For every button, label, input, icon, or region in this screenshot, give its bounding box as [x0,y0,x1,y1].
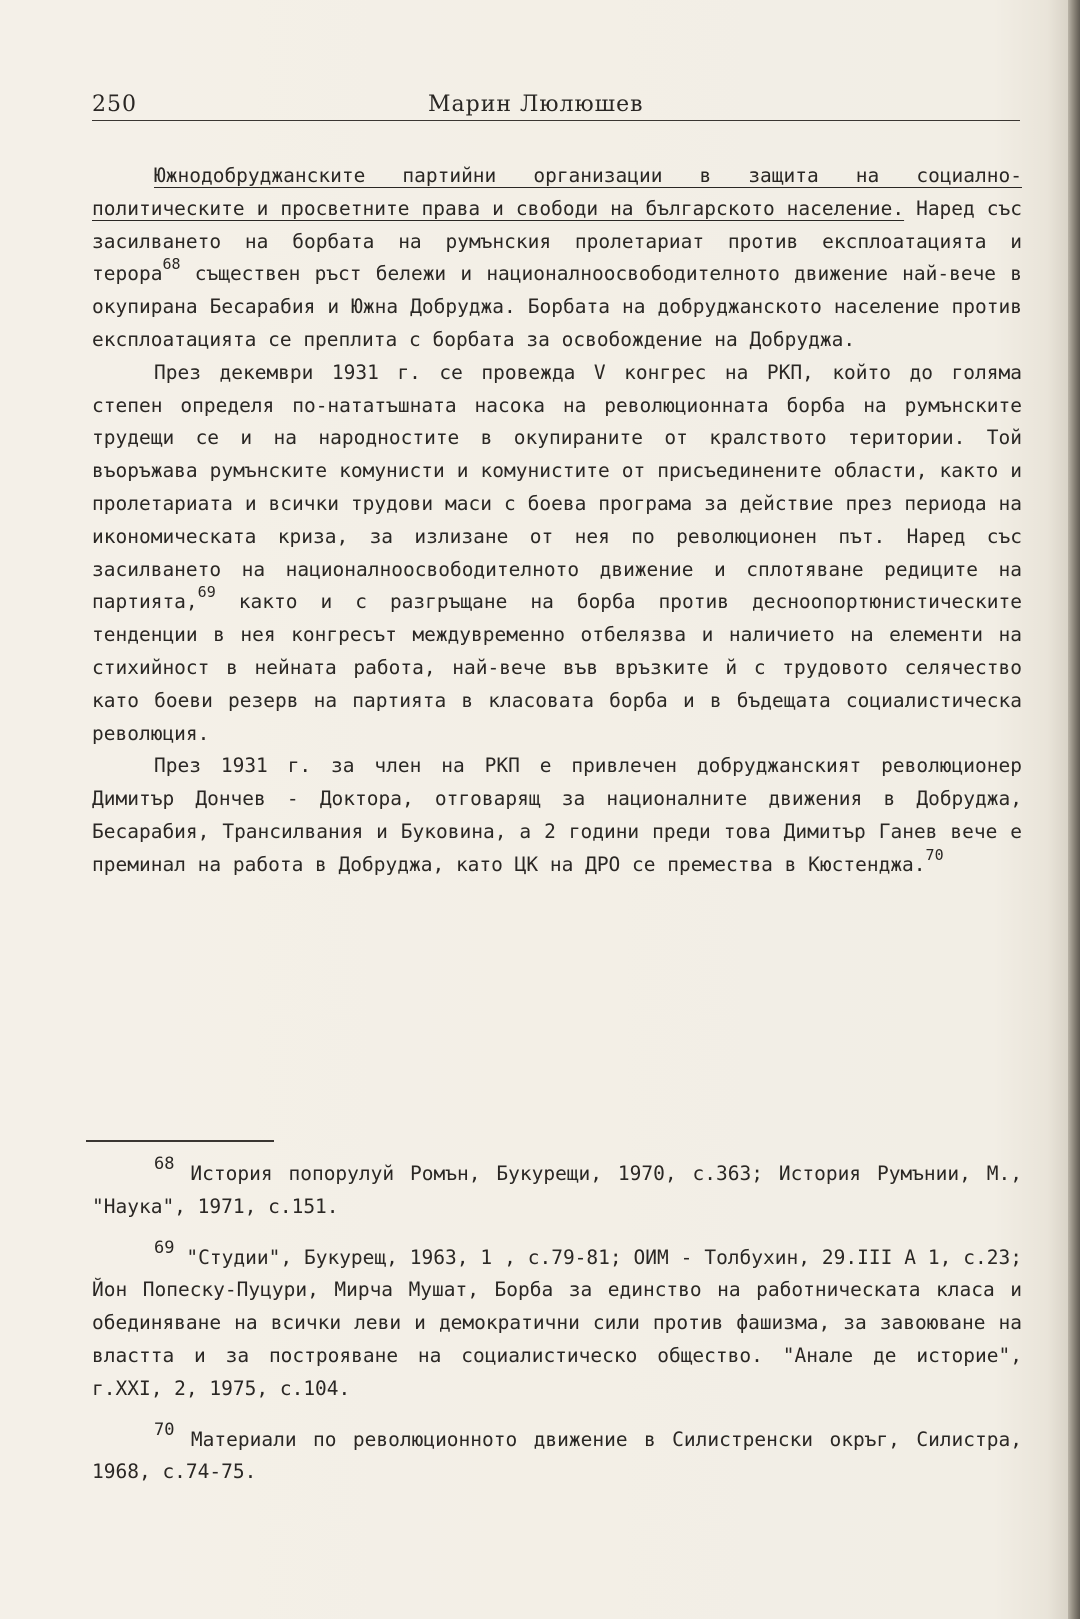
footnote-ref-69[interactable]: 69 [197,583,216,602]
paragraph-2 [92,357,1022,751]
footnote-68 [92,1154,1022,1224]
main-text [92,160,1022,882]
running-header [92,92,1020,126]
footnote-text: Материали по революционното движение в Силистренски окръг, Силистра, 1968, с.74-75. [92,1427,1022,1484]
footnote-ref-68[interactable]: 68 [162,255,181,274]
running-author: Марин Люлюшев [428,92,644,117]
paragraph-1-text-a: Наред със засилването на борбата на румънския пролетариат против експлоатацията и терора [92,196,1022,286]
paragraph-1-text-b: съществен ръст бележи и националноосвободителното движение най-вече в окупирана Бесарабия и Южна Добруджа. Борбата на добруджанското население против експлоатацията се преплита с борбата за освобождение на Добруджа. [92,262,1022,351]
footnote-ref-70[interactable]: 70 [925,845,944,864]
page-number: 250 [92,92,137,117]
header-rule [92,120,1020,121]
section-heading: Южнодобруджанските партийни организации в защита на социално-политическите и просветните права и свободи на българското население. [92,164,1022,220]
footnote-number: 68 [154,1154,175,1174]
paragraph-1 [92,160,1022,357]
page-edge-shadow [1068,0,1080,1619]
footnote-number: 70 [154,1419,175,1440]
footnote-69 [92,1237,1022,1406]
footnote-number: 69 [154,1237,175,1258]
paragraph-2-text-b: както и с разгръщане на борба против десноопортюнистическите тенденции в нея конгресът междувременно отбелязва и наличието на елементи на стихийност в нейната работа, най-вече във връзките й с трудовото селячество като боеви резерв на партията в класовата борба и в бъдещата социалистическа революция. [92,590,1022,745]
paragraph-2-text-a: През декември 1931 г. се провежда V конгрес на РКП, който до голяма степен определя по-нататъшната насока на революционната борба на румънските трудещи се и на народностите в окупираните от кралството територии. Той въоръжава румънските комунисти и комунистите от присъединените области, както и пролетариата и всички трудови маси с боева програма за действие през периода на икономическата криза, за излизане от нея по революционен път. Наред със засилването на националноосвободителното движение и сплотяване редиците на партията, [92,360,1022,614]
footnote-text: История попорулуй Ромън, Букурещи, 1970, с.363; История Румънии, М., "Наука", 1971, с.151. [92,1162,1022,1218]
footnotes [92,1154,1022,1507]
footnote-rule [86,1140,274,1142]
footnote-70 [92,1419,1022,1490]
footnote-text: "Студии", Букурещ, 1963, 1 , с.79-81; ОИМ - Толбухин, 29.III А 1, с.23; Йон Попеску-Пуцури, Мирча Мушат, Борба за единство на работническата класа и обединяване на всички леви и демократични сили против фашизма, за завоюване на властта и за построяване на социалистическо общество. "Анале де историе", г.XXI, 2, 1975, с.104. [92,1245,1022,1400]
paragraph-3 [92,750,1022,881]
paragraph-3-text-a: През 1931 г. за член на РКП е привлечен добруджанският революционер Димитър Дончев - Доктора, отговарящ за националните движения в Добруджа, Бесарабия, Трансилвания и Буковина, а 2 години преди това Димитър Ганев вече е преминал на работа в Добруджа, като ЦК на ДРО се премества в Кюстенджа. [92,754,1022,876]
